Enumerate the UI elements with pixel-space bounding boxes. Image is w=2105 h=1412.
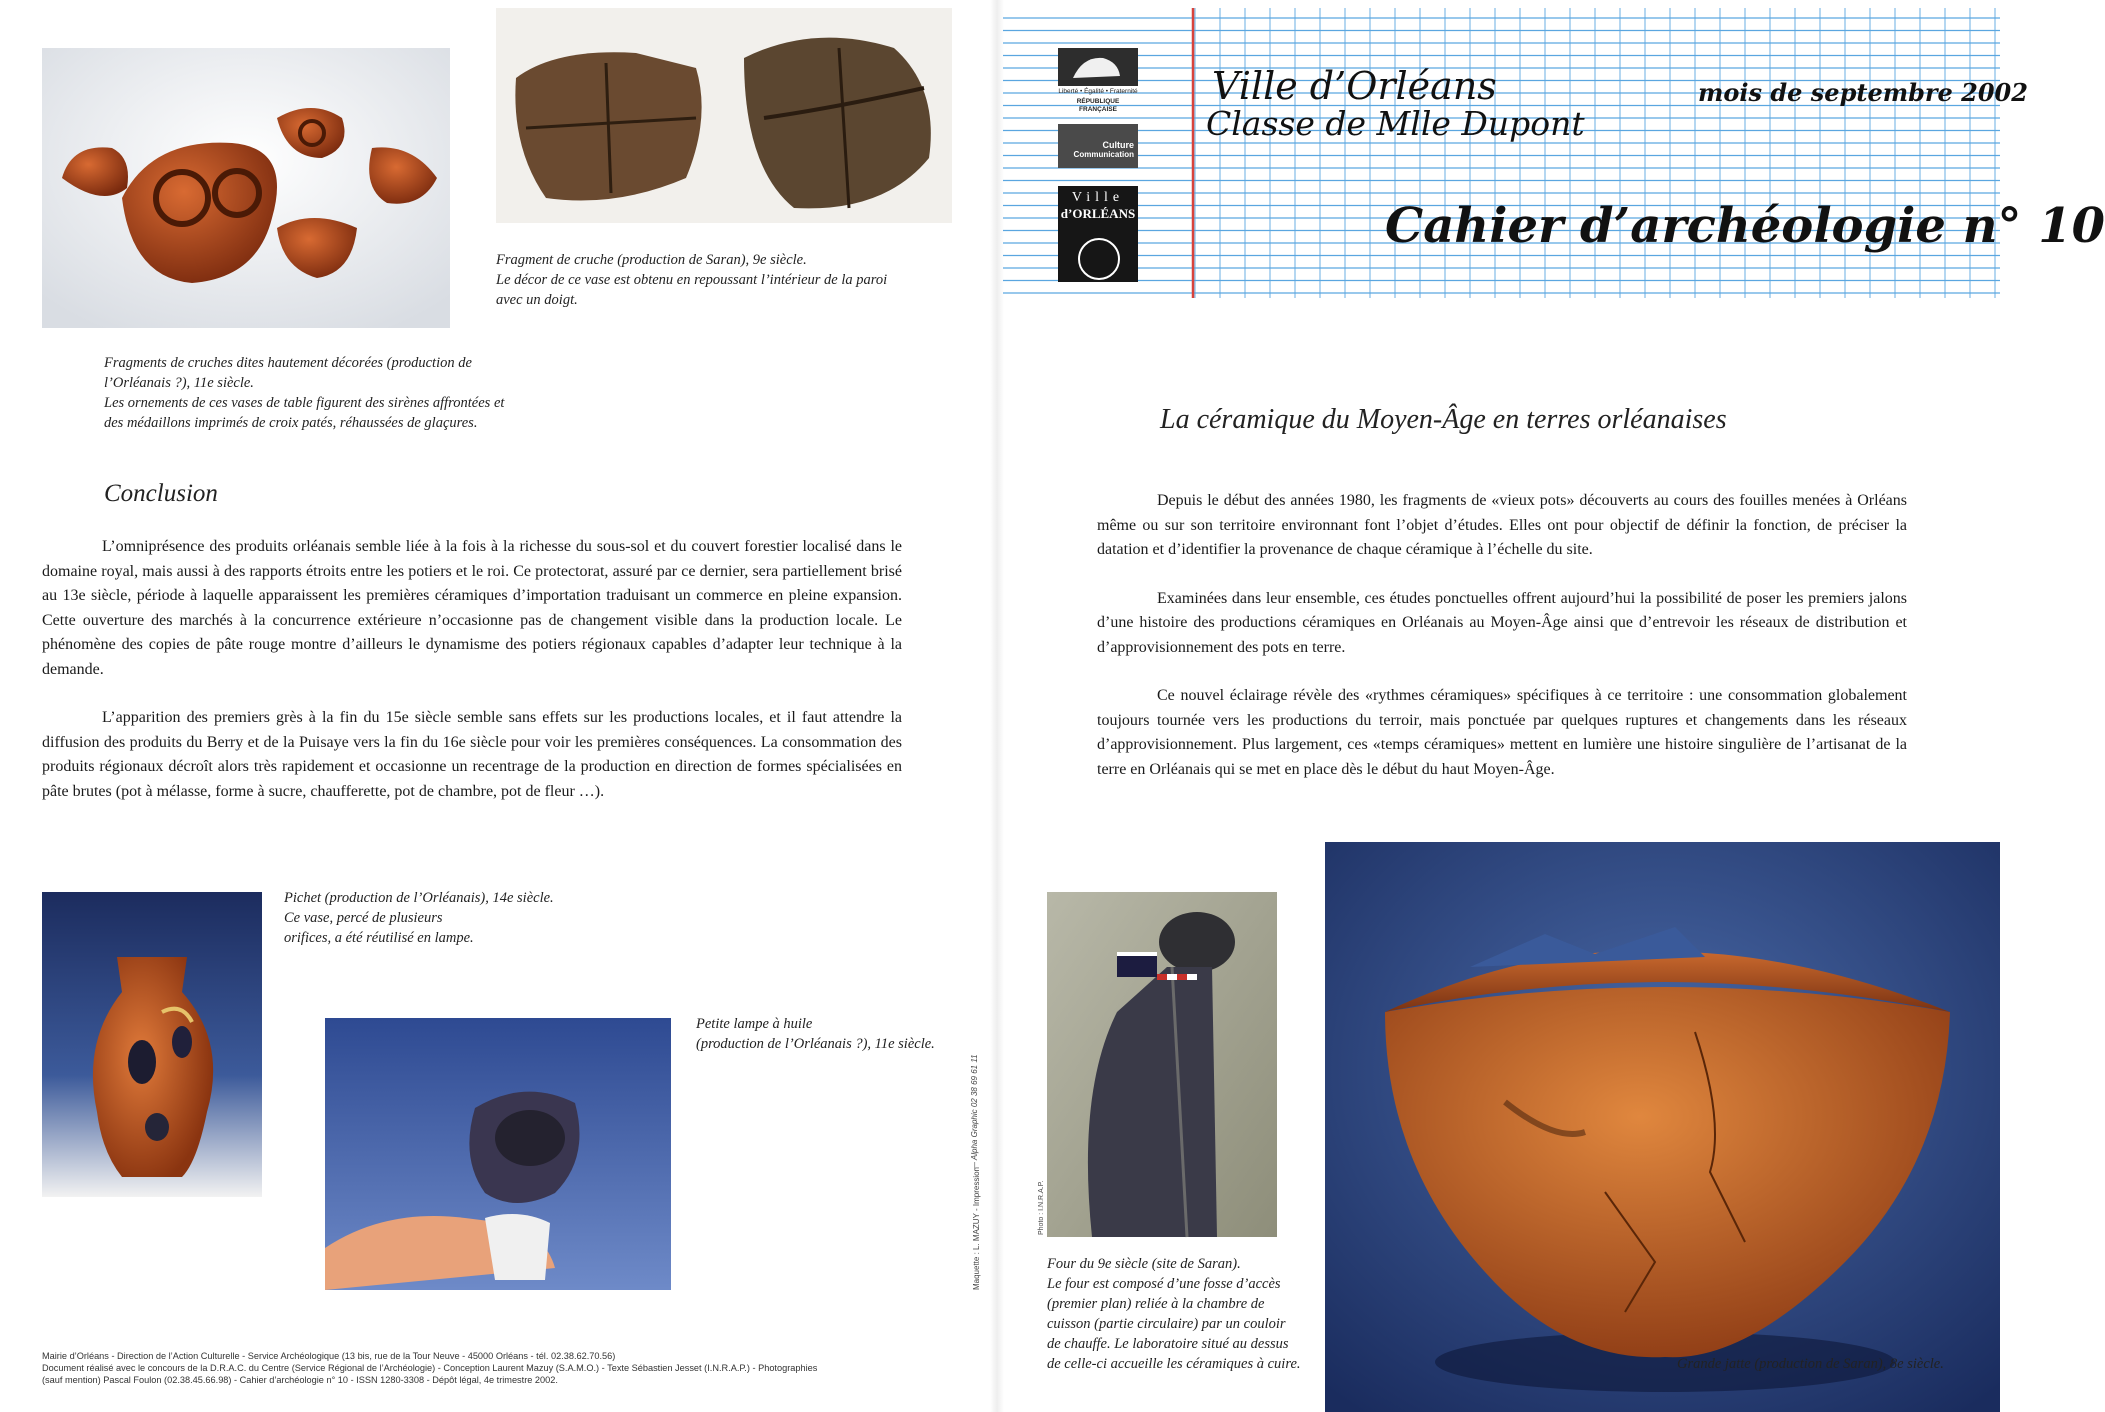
caption-decorated-fragments: Fragments de cruches dites hautement décorées (production de l’Orléanais ?), 11e siècle. Les ornements de ces vases de table figurent des sirènes affrontées et des médaillons imprimés de croix patés, réhaussées de glaçures. xyxy=(104,355,505,431)
photo-pichet xyxy=(42,892,262,1197)
photo-saran-fragment-left xyxy=(496,8,724,223)
handwritten-mois: mois de septembre 2002 xyxy=(1698,78,2028,107)
culture-logo: Culture Communication xyxy=(1058,124,1138,168)
intro-paragraph: Ce nouvel éclairage révèle des «rythmes céramiques» spécifiques à ce territoire : une consommation globalement toujours tournée vers les productions du terroir, mais ponctuée par quelques ruptures et changements dans les réseaux d’approvisionnement. Plus largement, ces «temps céramiques» mettent en lumière une histoire singulière de l’artisanat de la terre en Orléanais qui se met en place dès le début du haut Moyen-Âge. xyxy=(1097,687,1907,778)
caption-saran-fragment: Fragment de cruche (production de Saran), 9e siècle. Le décor de ce vase est obtenu en repoussant l’intérieur de la paroi avec un doigt. xyxy=(496,252,888,308)
photo-grande-jatte xyxy=(1325,842,2000,1412)
caption-grande-jatte: Grande jatte (production de Saran), 8e siècle. xyxy=(1677,1356,1944,1372)
conclusion-paragraph: L’apparition des premiers grès à la fin du 15e siècle semble sans effets sur les productions locales, et il faut attendre la diffusion des produits du Berry et de la Puisaye vers la fin du 16e siècle pour voir les premières conséquences. La consommation des produits régionaux décroît alors très rapidement et occasionne un recentrage de la production en direction de formes spécialisées en pâte brutes (pot à mélasse, forme à sucre, chaufferette, pot de chambre, pot de fleur …). xyxy=(42,709,902,800)
handwritten-classe: Classe de Mlle Dupont xyxy=(1206,104,1585,143)
photo-decorated-fragments xyxy=(42,48,450,328)
caption-pichet: Pichet (production de l’Orléanais), 14e siècle. Ce vase, percé de plusieurs orifices, a été réutilisé en lampe. xyxy=(284,890,554,946)
notebook-paper xyxy=(1003,8,2000,298)
photo-four xyxy=(1047,892,1277,1237)
conclusion-heading: Conclusion xyxy=(104,480,218,507)
caption-lampe: Petite lampe à huile (production de l’Orléanais ?), 11e siècle. xyxy=(696,1016,935,1052)
orleans-logo: Ville d’ORLÉANS xyxy=(1058,186,1138,282)
page-fold xyxy=(990,0,1004,1412)
photo-lampe xyxy=(325,1018,671,1290)
republique-logo xyxy=(1058,48,1138,86)
rf-motto: Liberté • Égalité • Fraternité xyxy=(1058,88,1138,95)
intro-paragraph: Examinées dans leur ensemble, ces études ponctuelles offrent aujourd’hui la possibilité de poser les premiers jalons d’une histoire des productions céramiques en Orléanais au Moyen-Âge ainsi que d’entrevoir les réseaux de distribution et d’approvisionnement des pots en terre. xyxy=(1097,589,1907,656)
photo-credit: Photo : I.N.R.A.P. xyxy=(1038,1180,1045,1235)
credit-alpha-graphic: — Alpha Graphic 02 38 69 61 11 xyxy=(970,1054,979,1170)
logos xyxy=(1058,48,1138,282)
caption-four: Four du 9e siècle (site de Saran). Le four est composé d’une fosse d’accès (premier plan) reliée à la chambre de cuisson (partie circulaire) par un couloir de chauffe. Le laboratoire situé au dessus de celle-ci accueille les céramiques à cuire. xyxy=(1047,1256,1301,1372)
handwritten-ville: Ville d’Orléans xyxy=(1212,64,1497,108)
orleans-emblem-icon xyxy=(1078,238,1120,280)
photo-saran-fragment-right xyxy=(724,8,952,223)
conclusion-paragraph: L’omniprésence des produits orléanais semble liée à la fois à la richesse du sous-sol et du couvert forestier localisé dans le domaine royal, mais aussi à des rapports étroits entre les potiers et le roi. Ce protectorat, assuré par ce dernier, sera partiellement brisé au 13e siècle, période à laquelle apparaissent les premières céramiques d’importation traduisant un commerce en pleine expansion. Cette ouverture des marchés à la concurrence extérieure n’occasionne pas de changement visible dans la production locale. Le phénomène des copies de pâte rouge montre d’ailleurs le dynamisme des potiers régionaux capables d’adapter leur technique à la demande. xyxy=(42,538,902,678)
intro-paragraph: Depuis le début des années 1980, les fragments de «vieux pots» découverts au cours des fouilles menées à Orléans même ou sur son territoire environnant font l’objet d’études. Elles ont pour objectif de définir la fonction, de préciser la datation et d’identifier la provenance de chaque céramique à l’échelle du site. xyxy=(1097,492,1907,558)
footer-credits: Mairie d’Orléans - Direction de l’Action Culturelle - Service Archéologique (13 bis, rue de la Tour Neuve - 45000 Orléans - tél. 02.38.62.70.56) Document réalisé avec le concours de la D.R.A.C. du Centre (Service Régional de l’Archéologie) - Conception Laurent Mazuy (S.A.M.O.) - Texte Sébastien Jesset (I.N.R.A.P.) - Photographies (sauf mention) Pascal Foulon (02.38.45.66.98) - Cahier d’archéologie n° 10 - ISSN 1280-3308 - Dépôt légal, 4e trimestre 2002. xyxy=(42,1351,818,1385)
credit-maquette: Maquette : L. MAZUY - Impression xyxy=(972,1166,981,1290)
conclusion-text xyxy=(42,535,902,804)
page-title: La céramique du Moyen-Âge en terres orléanaises xyxy=(1160,404,1727,435)
intro-text xyxy=(1097,489,1907,782)
rf-name: RÉPUBLIQUE FRANÇAISE xyxy=(1076,98,1120,113)
handwritten-cahier: Cahier d’archéologie n° 10 xyxy=(1385,198,2105,254)
